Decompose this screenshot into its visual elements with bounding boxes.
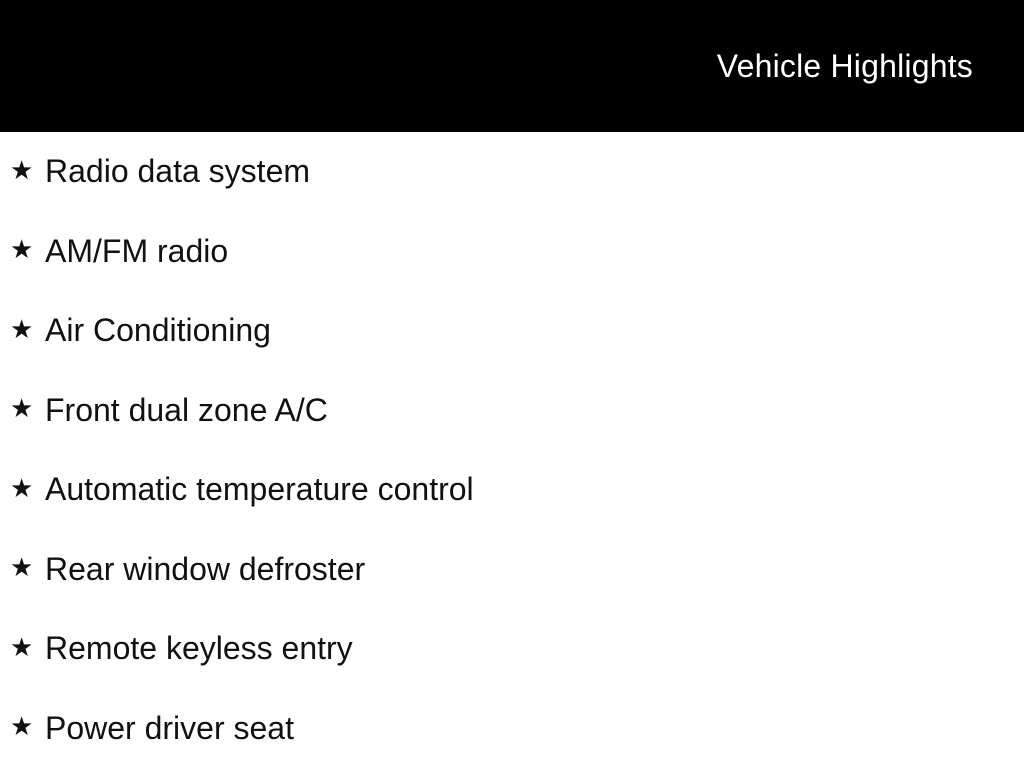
star-icon: ★: [10, 234, 34, 265]
list-item: [0, 212, 1024, 292]
star-icon: ★: [10, 393, 34, 424]
feature-label: AM/FM radio: [45, 232, 229, 269]
star-icon: ★: [10, 313, 34, 344]
feature-label: Rear window defroster: [45, 550, 366, 587]
list-item: [0, 609, 1024, 689]
list-item: [0, 371, 1024, 451]
list-item: [0, 132, 1024, 212]
feature-label: Remote keyless entry: [45, 630, 353, 667]
star-icon: ★: [10, 154, 34, 185]
list-item: [0, 689, 1024, 768]
star-icon: ★: [10, 631, 34, 662]
header-bar: [0, 0, 1024, 132]
star-icon: ★: [10, 472, 34, 503]
page-title: Vehicle Highlights: [716, 47, 973, 84]
feature-label: Front dual zone A/C: [45, 391, 328, 428]
list-item: [0, 291, 1024, 371]
feature-label: Air Conditioning: [45, 312, 271, 349]
feature-label: Automatic temperature control: [45, 471, 474, 508]
feature-label: Radio data system: [45, 153, 311, 190]
feature-label: Power driver seat: [45, 709, 294, 746]
list-item: [0, 530, 1024, 610]
feature-list: [0, 132, 1024, 768]
star-icon: ★: [10, 552, 34, 583]
list-item: [0, 450, 1024, 530]
star-icon: ★: [10, 711, 34, 742]
